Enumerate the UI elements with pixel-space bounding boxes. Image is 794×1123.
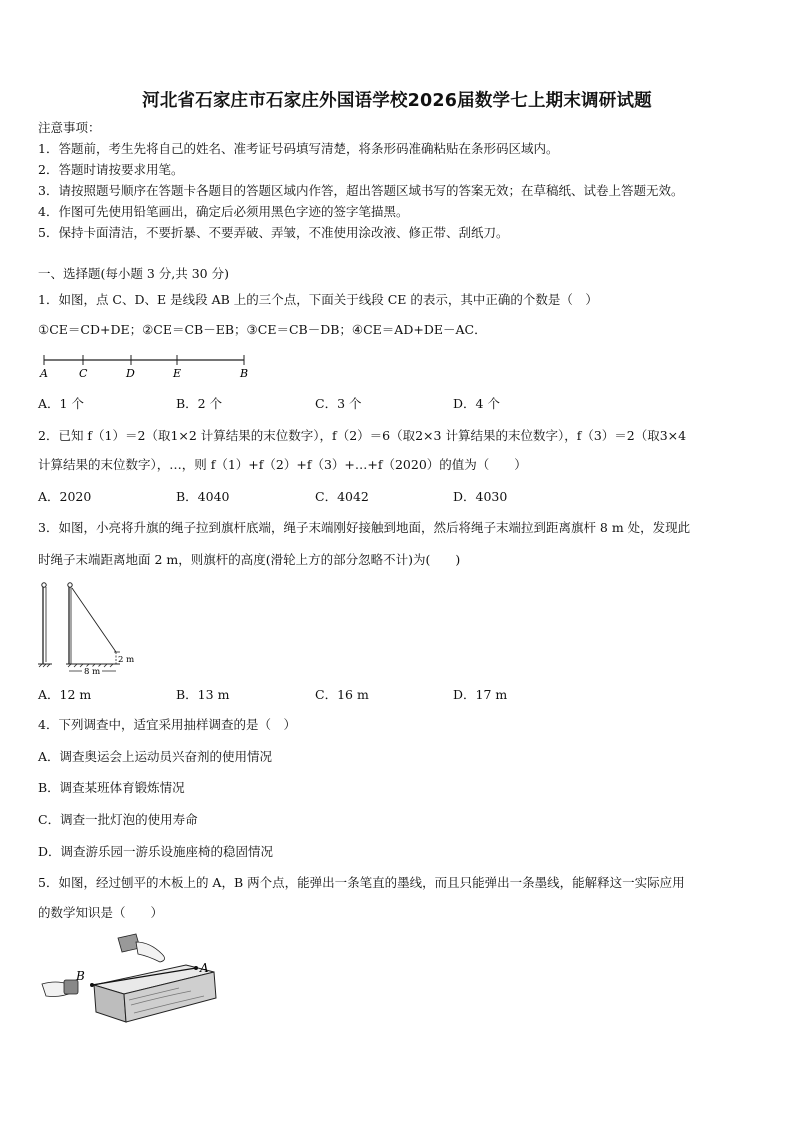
notice-item-3: 3．请按照题号顺序在答题卡各题目的答题区域内作答，超出答题区域书写的答案无效；在草稿纸、试卷上答题无效。 — [38, 183, 684, 198]
q2-option-a[interactable]: A．2020 — [38, 489, 92, 504]
q1-formulas: ①CE＝CD+DE；②CE＝CB－EB；③CE＝CB－DB；④CE＝AD+DE－AC． — [38, 322, 487, 337]
page-title: 河北省石家庄市石家庄外国语学校2026届数学七上期末调研试题 — [142, 91, 652, 111]
label-8m: 8 m — [84, 667, 101, 677]
label-c: C — [79, 367, 88, 380]
label-b: B — [76, 969, 85, 983]
q4-option-b[interactable]: B．调查某班体育锻炼情况 — [38, 780, 185, 795]
q2-option-c[interactable]: C．4042 — [315, 489, 369, 504]
q1-segment-figure — [36, 352, 256, 382]
q5-woodboard-figure — [36, 930, 226, 1030]
q3-line1: 3．如图，小亮将升旗的绳子拉到旗杆底端，绳子末端刚好接触到地面，然后将绳子末端拉到距离旗杆 8 m 处，发现此 — [38, 520, 691, 535]
label-d: D — [126, 367, 135, 380]
notice-item-4: 4．作图可先使用铅笔画出，确定后必须用黑色字迹的签字笔描黑。 — [38, 204, 409, 219]
q1-option-d[interactable]: D．4 个 — [453, 396, 500, 411]
q1-option-c[interactable]: C．3 个 — [315, 396, 362, 411]
q3-option-d[interactable]: D．17 m — [453, 687, 508, 702]
pulley-right — [68, 583, 72, 587]
q1-option-a[interactable]: A．1 个 — [38, 396, 84, 411]
pulley-left — [42, 583, 46, 587]
q4-stem: 4．下列调查中，适宜采用抽样调查的是（ ） — [38, 717, 296, 732]
q4-option-a[interactable]: A．调查奥运会上运动员兴奋剂的使用情况 — [38, 749, 273, 764]
q2-option-b[interactable]: B．4040 — [176, 489, 230, 504]
notice-item-5: 5．保持卡面清洁，不要折暴、不要弄破、弄皱，不准使用涂改液、修正带、刮纸刀。 — [38, 225, 509, 240]
q3-option-c[interactable]: C．16 m — [315, 687, 369, 702]
q2-option-d[interactable]: D．4030 — [453, 489, 508, 504]
point-a — [194, 966, 198, 970]
notice-item-1: 1．答题前，考生先将自己的姓名、准考证号码填写清楚，将条形码准确粘贴在条形码区域内。 — [38, 141, 559, 156]
notice-item-2: 2．答题时请按要求用笔。 — [38, 162, 184, 177]
label-a: A — [200, 961, 209, 975]
label-a: A — [40, 367, 48, 380]
notice-heading: 注意事项： — [38, 120, 101, 135]
q1-stem: 1．如图，点 C、D、E 是线段 AB 上的三个点，下面关于线段 CE 的表示，其中正确的个数是（ ） — [38, 292, 598, 307]
q2-line2: 计算结果的末位数字），…，则 f（1）+f（2）+f（3）+…+f（2020）的值为（ ） — [38, 457, 527, 472]
rope-pulled — [72, 588, 116, 652]
q1-option-b[interactable]: B．2 个 — [176, 396, 223, 411]
q4-option-c[interactable]: C．调查一批灯泡的使用寿命 — [38, 812, 198, 827]
q2-line1: 2．已知 f（1）＝2（取1×2 计算结果的末位数字），f（2）＝6（取2×3 计算结果的末位数字），f（3）＝2（取3×4 — [38, 428, 687, 443]
q5-line2: 的数学知识是（ ） — [38, 905, 164, 920]
point-b — [90, 983, 94, 987]
label-2m: 2 m — [118, 655, 135, 665]
right-hand-icon — [136, 942, 165, 962]
q4-option-d[interactable]: D．调查游乐园一游乐设施座椅的稳固情况 — [38, 844, 274, 859]
q3-line2: 时绳子末端距离地面 2 m，则旗杆的高度(滑轮上方的部分忽略不计)为( ) — [38, 552, 461, 567]
q3-flagpole-figure — [36, 578, 136, 678]
q3-option-a[interactable]: A．12 m — [38, 687, 92, 702]
label-e: E — [173, 367, 182, 380]
q3-option-b[interactable]: B．13 m — [176, 687, 230, 702]
q5-line1: 5．如图，经过刨平的木板上的 A，B 两个点，能弹出一条笔直的墨线，而且只能弹出一条墨线，能解释这一实际应用 — [38, 875, 685, 890]
section-heading: 一、选择题(每小题 3 分,共 30 分) — [38, 266, 229, 281]
label-b: B — [240, 367, 249, 380]
